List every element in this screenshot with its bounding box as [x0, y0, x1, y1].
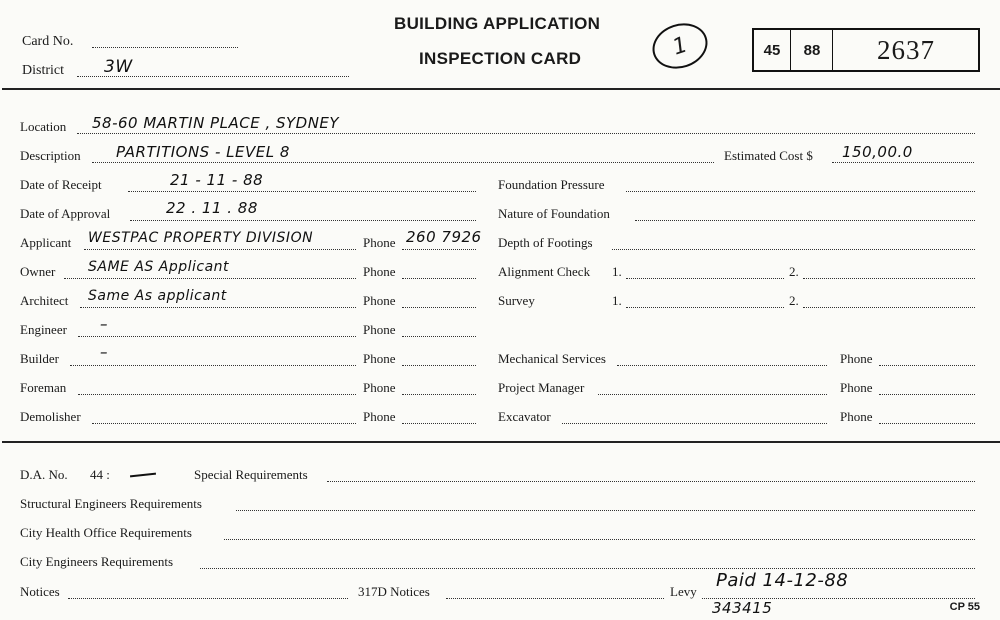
da-no-dash: [130, 473, 156, 478]
box-cell-2: 88: [792, 30, 833, 70]
nature-foundation-line: [635, 220, 975, 221]
description-value: PARTITIONS - LEVEL 8: [116, 143, 290, 161]
alignment-check-label: Alignment Check: [498, 264, 591, 279]
foreman-phone-label: Phone: [363, 380, 396, 395]
city-engineers-requirements-label: City Engineers Requirements: [20, 554, 174, 569]
city-health-requirements-line: [224, 539, 975, 540]
owner-phone-label: Phone: [363, 264, 396, 279]
foreman-phone-line: [402, 394, 476, 395]
district-label: District: [22, 63, 64, 78]
owner-value: SAME AS Applicant: [88, 259, 230, 275]
mechanical-phone-line: [879, 365, 975, 366]
district-value: 3W: [104, 57, 133, 77]
project-manager-phone-line: [879, 394, 975, 395]
city-health-requirements-label: City Health Office Requirements: [20, 525, 192, 540]
foreman-line: [78, 394, 356, 395]
builder-label: Builder: [20, 351, 59, 366]
demolisher-phone-line: [402, 423, 476, 424]
engineer-value: –: [100, 315, 108, 333]
title-line2: INSPECTION CARD: [419, 49, 582, 68]
card-no-label: Card No.: [22, 34, 74, 49]
title-line1: BUILDING APPLICATION: [394, 14, 601, 33]
depth-footings-label: Depth of Footings: [498, 235, 593, 250]
description-label: Description: [20, 148, 81, 163]
alignment-num-2: 2.: [789, 264, 799, 279]
excavator-phone-label: Phone: [840, 409, 873, 424]
owner-label: Owner: [20, 264, 56, 279]
excavator-label: Excavator: [498, 409, 551, 424]
project-manager-line: [598, 394, 827, 395]
da-no-number: 44 :: [90, 467, 110, 482]
survey-num-2: 2.: [789, 293, 799, 308]
applicant-line: [84, 249, 356, 250]
builder-value: –: [100, 343, 108, 361]
applicant-phone-line: [402, 249, 476, 250]
structural-requirements-line: [236, 510, 975, 511]
foreman-label: Foreman: [20, 380, 67, 395]
estimated-cost-line: [832, 162, 974, 163]
applicant-label: Applicant: [20, 235, 72, 250]
engineer-label: Engineer: [20, 322, 67, 337]
foundation-pressure-label: Foundation Pressure: [498, 177, 605, 192]
builder-line: [70, 365, 356, 366]
notices-line: [68, 598, 348, 599]
excavator-line: [562, 423, 827, 424]
project-manager-phone-label: Phone: [840, 380, 873, 395]
date-approval-label: Date of Approval: [20, 206, 111, 221]
notices-317d-line: [446, 598, 664, 599]
architect-phone-line: [402, 307, 476, 308]
engineer-phone-line: [402, 336, 476, 337]
date-receipt-label: Date of Receipt: [20, 177, 102, 192]
date-approval-value: 22 . 11 . 88: [166, 199, 258, 217]
form-code: CP 55: [949, 601, 980, 613]
alignment-line-2: [803, 278, 975, 279]
nature-foundation-label: Nature of Foundation: [498, 206, 610, 221]
builder-phone-line: [402, 365, 476, 366]
notices-label: Notices: [20, 584, 60, 599]
estimated-cost-value: 150,00.0: [842, 143, 913, 161]
engineer-phone-label: Phone: [363, 322, 396, 337]
mechanical-phone-label: Phone: [840, 351, 873, 366]
box-cell-1: 45: [754, 30, 791, 70]
survey-label: Survey: [498, 293, 535, 308]
alignment-num-1: 1.: [612, 264, 622, 279]
description-line: [92, 162, 714, 163]
survey-line-1: [626, 307, 784, 308]
location-line: [77, 133, 975, 134]
date-receipt-line: [128, 191, 476, 192]
architect-label: Architect: [20, 293, 69, 308]
mechanical-services-label: Mechanical Services: [498, 351, 606, 366]
architect-phone-label: Phone: [363, 293, 396, 308]
notices-317d-label: 317D Notices: [358, 584, 430, 599]
owner-phone-line: [402, 278, 476, 279]
card-no-line: [92, 47, 238, 48]
depth-footings-line: [612, 249, 975, 250]
circled-number: 1: [647, 16, 714, 75]
applicant-value: WESTPAC PROPERTY DIVISION: [88, 230, 314, 246]
date-receipt-value: 21 - 11 - 88: [170, 171, 264, 189]
special-requirements-label: Special Requirements: [194, 467, 308, 482]
mechanical-services-line: [617, 365, 827, 366]
applicant-phone-label: Phone: [363, 235, 396, 250]
demolisher-line: [92, 423, 356, 424]
project-manager-label: Project Manager: [498, 380, 585, 395]
engineer-line: [78, 336, 356, 337]
applicant-phone-value: 260 7926: [406, 228, 482, 246]
excavator-phone-line: [879, 423, 975, 424]
levy-label: Levy: [670, 584, 697, 599]
architect-value: Same As applicant: [88, 288, 227, 304]
receipt-number: 343415: [712, 599, 773, 617]
estimated-cost-label: Estimated Cost $: [724, 148, 813, 163]
location-label: Location: [20, 119, 67, 134]
special-requirements-line: [327, 481, 975, 482]
survey-line-2: [803, 307, 975, 308]
demolisher-phone-label: Phone: [363, 409, 396, 424]
application-number-box: [752, 28, 980, 72]
middle-divider: [2, 441, 1000, 443]
da-no-label: D.A. No.: [20, 467, 68, 482]
location-value: 58-60 MARTIN PLACE , SYDNEY: [92, 114, 340, 132]
survey-num-1: 1.: [612, 293, 622, 308]
demolisher-label: Demolisher: [20, 409, 81, 424]
alignment-line-1: [626, 278, 784, 279]
owner-line: [64, 278, 356, 279]
city-engineers-requirements-line: [200, 568, 975, 569]
date-approval-line: [130, 220, 476, 221]
builder-phone-label: Phone: [363, 351, 396, 366]
structural-requirements-label: Structural Engineers Requirements: [20, 496, 202, 511]
architect-line: [80, 307, 356, 308]
top-divider: [2, 88, 1000, 90]
box-number: 2637: [877, 34, 935, 65]
foundation-pressure-line: [626, 191, 975, 192]
levy-value: Paid 14-12-88: [716, 570, 849, 591]
